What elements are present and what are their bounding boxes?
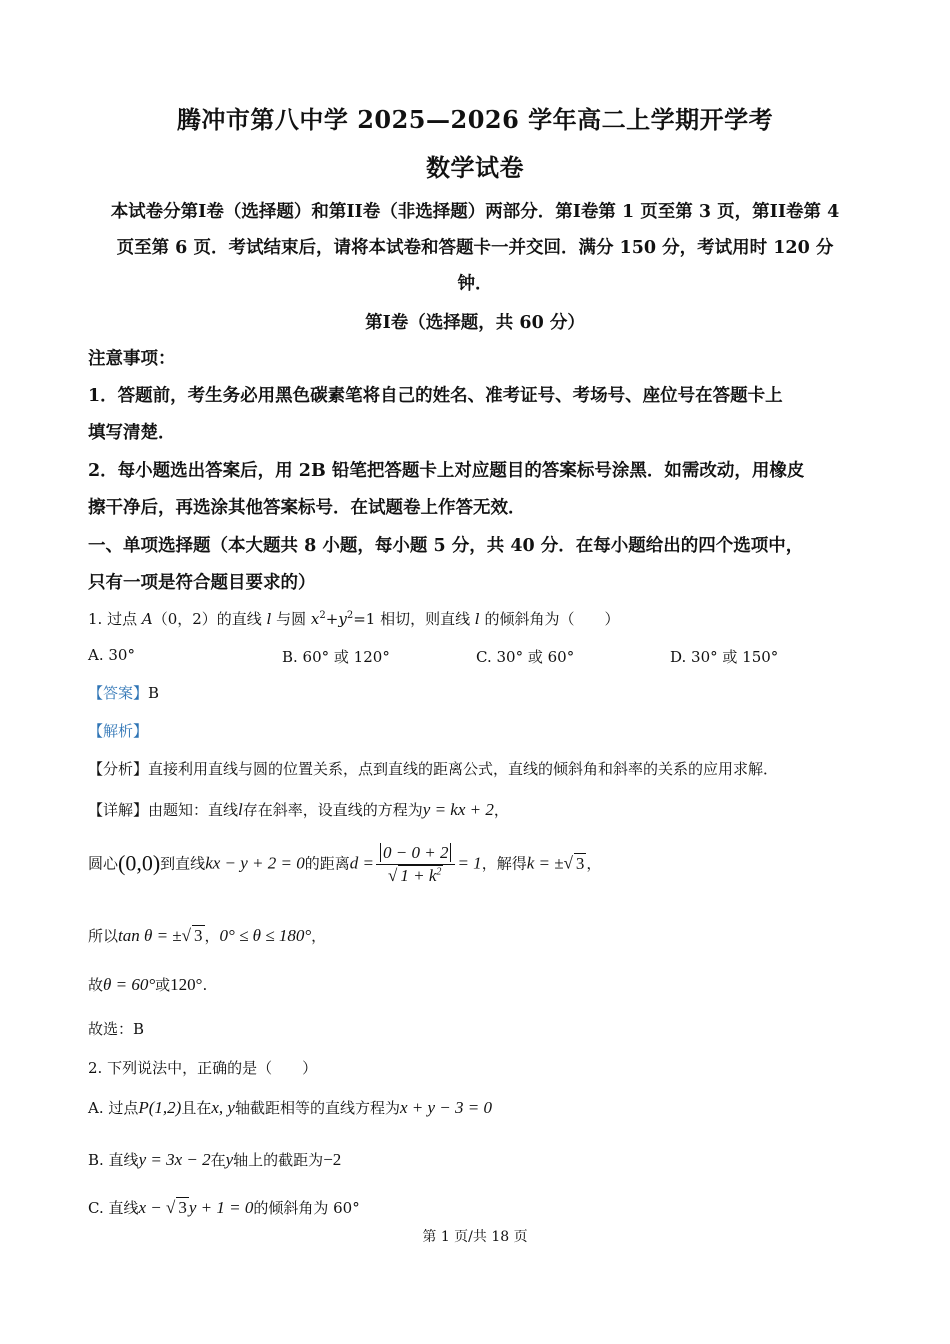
exam-subtitle: 数学试卷 — [426, 153, 524, 182]
notice-item-2-line-1: 2．每小题选出答案后，用 2B 铅笔把答题卡上对应题目的答案标号涂黑．如需改动，用橡皮 — [88, 461, 805, 481]
intro-line-2: 页至第 6 页．考试结束后，请将本试卷和答题卡一并交回．满分 150 分，考试用时 120 分 — [116, 238, 834, 258]
q1-option-d: D. 30° 或 150° — [670, 648, 779, 666]
q1-option-b: B. 60° 或 120° — [282, 648, 390, 666]
q1-detail: 【详解】由题知：直线l存在斜率，设直线的方程为y = kx + 2， — [88, 800, 509, 819]
notice-heading: 注意事项： — [88, 349, 176, 369]
distance-fraction: $\frac{0 - 0 + 2}{√ 1 + k^2}$ — [376, 843, 455, 886]
q2-stem: 2. 下列说法中，正确的是（ ） — [88, 1059, 318, 1077]
intro-line-3: 钟． — [457, 274, 493, 294]
part1-title: 第I卷（选择题，共 60 分） — [365, 313, 585, 333]
notice-item-1-line-1: 1．答题前，考生务必用黑色碳素笔将自己的姓名、准考证号、考场号、座位号在答题卡上 — [88, 386, 783, 406]
q1-option-c: C. 30° 或 60° — [476, 648, 575, 666]
notice-item-2-line-2: 擦干净后，再选涂其他答案标号．在试题卷上作答无效． — [88, 498, 526, 518]
q1-distance-formula: 圆心(0,0)到直线kx − y + 2 = 0的距离d = $\frac{0 - 0 + 2}{√ 1 + k^2}$ = 1，解得k = ±√ 3 ， — [88, 843, 602, 885]
q2-option-c: C. 直线x − √ 3 y + 1 = 0的倾斜角为 60° — [88, 1198, 360, 1217]
answer-tag: 【答案】 — [88, 684, 149, 702]
section1-heading-line-2: 只有一项是符合题目要求的） — [88, 573, 316, 593]
intro-line-1: 本试卷分第I卷（选择题）和第II卷（非选择题）两部分．第I卷第 1 页至第 3 页，第II卷第 4 — [110, 202, 840, 222]
page-footer: 第 1 页/共 18 页 — [422, 1229, 528, 1245]
q1-tan-line: 所以tan θ = ±√ 3 ，0° ≤ θ ≤ 180°， — [88, 926, 327, 945]
q1-theta-line: 故θ = 60°或120°. — [88, 975, 208, 994]
q1-stem: 1. 过点 A（0，2）的直线 l 与圆 $x^2+y^2=1$ 相切，则直线 l 的倾斜角为（ ） — [88, 610, 620, 628]
q1-choose: 故选：B — [88, 1020, 145, 1038]
q2-option-b: B. 直线y = 3x − 2在y轴上的截距为−2 — [88, 1150, 342, 1169]
analysis-tag: 【解析】 — [88, 722, 149, 740]
q1-answer: 【答案】B — [88, 684, 160, 702]
exam-title: 腾冲市第八中学 2025—2026 学年高二上学期开学考 — [176, 105, 774, 134]
section1-heading-line-1: 一、单项选择题（本大题共 8 小题，每小题 5 分，共 40 分．在每小题给出的四个选项中， — [88, 536, 804, 556]
q2-option-a: A. 过点P(1,2)且在x, y轴截距相等的直线方程为x + y − 3 = 0 — [88, 1098, 492, 1117]
q1-option-a: A. 30° — [88, 646, 135, 664]
q1-fenxi: 【分析】直接利用直线与圆的位置关系，点到直线的距离公式，直线的倾斜角和斜率的关系的应用求解． — [88, 760, 779, 778]
notice-item-1-line-2: 填写清楚． — [88, 423, 176, 443]
